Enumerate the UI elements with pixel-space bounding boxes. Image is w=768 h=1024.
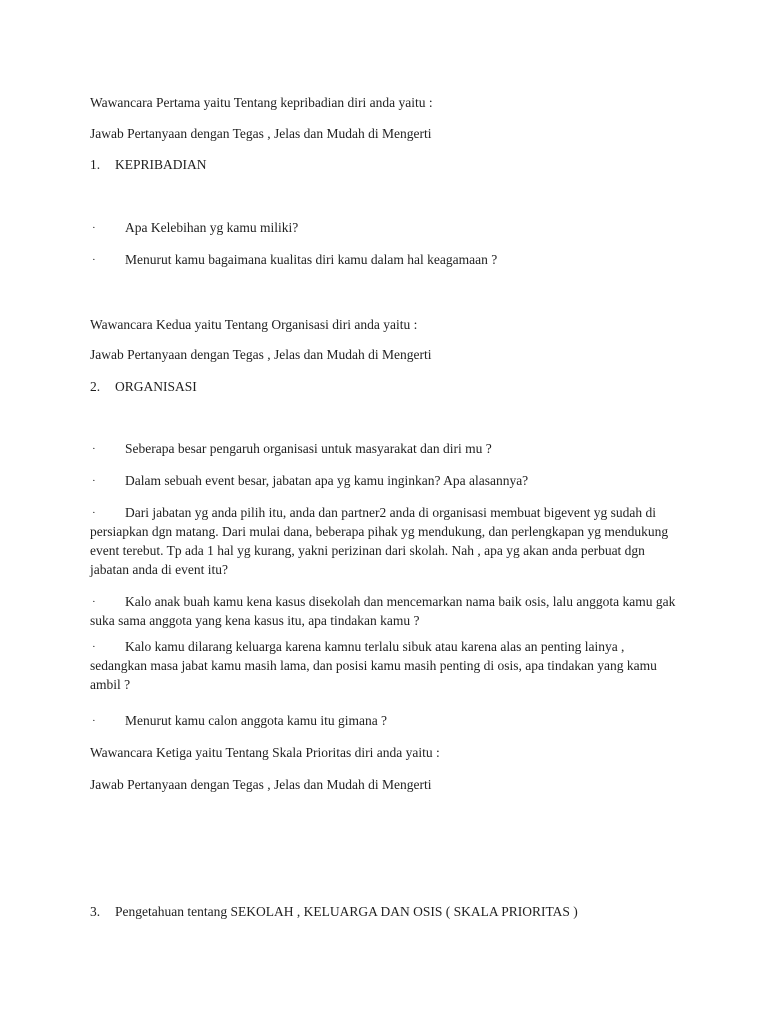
section2-intro: Wawancara Kedua yaitu Tentang Organisasi diri anda yaitu : xyxy=(90,317,418,332)
section2-question-4-text: Kalo anak buah kamu kena kasus disekolah dan mencemarkan nama baik osis, lalu anggota kamu gak suka sama anggota yang kena kasus itu, apa tindakan kamu ? xyxy=(90,594,676,628)
section2-instruction: Jawab Pertanyaan dengan Tegas , Jelas dan Mudah di Mengerti xyxy=(90,347,432,362)
bullet-icon: · xyxy=(92,475,96,487)
section2-question-1: Seberapa besar pengaruh organisasi untuk masyarakat dan diri mu ? xyxy=(125,441,492,456)
section3-number: 3. xyxy=(90,904,101,919)
section2-question-6: Menurut kamu calon anggota kamu itu gimana ? xyxy=(125,713,388,728)
bullet-icon: · xyxy=(92,222,96,234)
section2-question-4 xyxy=(90,592,680,630)
bullet-icon: · xyxy=(92,596,96,608)
bullet-icon: · xyxy=(92,507,96,519)
section2-question-5 xyxy=(90,637,680,694)
section2-question-5-text: Kalo kamu dilarang keluarga karena kamnu terlalu sibuk atau karena alas an penting lainya , sedangkan masa jabat kamu masih lama, dan posisi kamu masih penting di osis, apa tindakan yang kamu ambil ? xyxy=(90,639,657,692)
section3-intro: Wawancara Ketiga yaitu Tentang Skala Prioritas diri anda yaitu : xyxy=(90,745,440,760)
bullet-icon: · xyxy=(92,254,96,266)
section2-question-2: Dalam sebuah event besar, jabatan apa yg kamu inginkan? Apa alasannya? xyxy=(125,473,529,488)
section3-heading: Pengetahuan tentang SEKOLAH , KELUARGA DAN OSIS ( SKALA PRIORITAS ) xyxy=(115,904,578,919)
section3-instruction: Jawab Pertanyaan dengan Tegas , Jelas dan Mudah di Mengerti xyxy=(90,777,432,792)
bullet-icon: · xyxy=(92,641,96,653)
section1-question-1: Apa Kelebihan yg kamu miliki? xyxy=(125,220,299,235)
section1-heading: KEPRIBADIAN xyxy=(115,157,207,172)
section2-number: 2. xyxy=(90,379,101,394)
section1-intro: Wawancara Pertama yaitu Tentang kepribadian diri anda yaitu : xyxy=(90,95,433,110)
section2-question-3 xyxy=(90,503,680,579)
section1-question-2: Menurut kamu bagaimana kualitas diri kamu dalam hal keagamaan ? xyxy=(125,252,498,267)
section1-number: 1. xyxy=(90,157,101,172)
bullet-icon: · xyxy=(92,715,96,727)
section2-heading: ORGANISASI xyxy=(115,379,197,394)
bullet-icon: · xyxy=(92,443,96,455)
section2-question-3-text: Dari jabatan yg anda pilih itu, anda dan partner2 anda di organisasi membuat bigevent yg sudah di persiapkan dgn matang. Dari mulai dana, beberapa pihak yg mendukung, dan perlengkapan yg mendukung event terebut. Tp ada 1 hal yg kurang, yakni perizinan dari skolah. Nah , apa yg akan anda perbuat dgn jabatan anda di event itu? xyxy=(90,505,669,577)
section1-instruction: Jawab Pertanyaan dengan Tegas , Jelas dan Mudah di Mengerti xyxy=(90,126,432,141)
